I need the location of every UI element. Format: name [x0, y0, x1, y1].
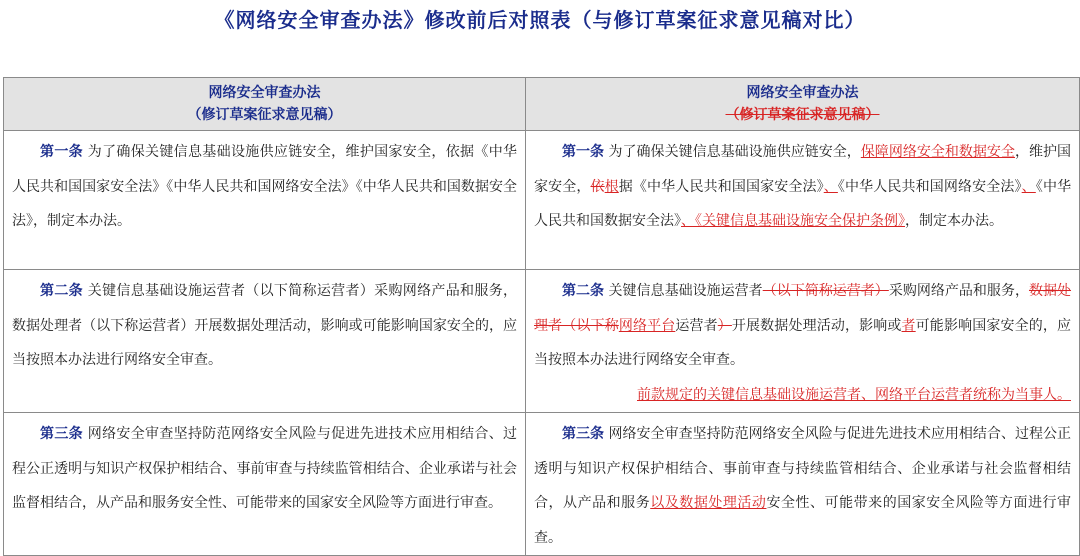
article-number: 第一条 [562, 144, 605, 160]
inserted-text: 者 [901, 317, 916, 334]
deleted-text: ） [717, 317, 732, 334]
article-text: 采购网络产品和服务， [888, 283, 1029, 299]
article-text: 为了确保关键信息基础设施供应链安全， [608, 144, 861, 160]
article-text: 网络安全审查坚持防范网络安全风险与促进先进技术应用相结合、过程公正透明与知识产权保护相结合、事前审查与持续监管相结合、企业承诺与社会监督相结合，从产品和服务 [534, 426, 1071, 511]
article-text: ，制定本办法。 [905, 213, 1003, 229]
left-header-subtitle: （修订草案征求意见稿） [187, 107, 342, 123]
inserted-text: 、《关键信息基础设施安全保护条例》 [681, 213, 905, 229]
right-article-2 [526, 270, 1080, 413]
table-row [4, 131, 1080, 270]
inserted-text: 根 [604, 178, 619, 195]
article-number: 第三条 [40, 426, 83, 442]
article-text: 《中华人民共和国数据安全法》 [534, 178, 1072, 229]
right-column-header [526, 78, 1080, 131]
left-article-3 [4, 413, 526, 556]
deleted-text: 依 [590, 178, 605, 195]
article-text: 安全性、可能带来的国家安全风险等方面进行审查。 [534, 495, 1072, 546]
article-number: 第二条 [40, 283, 83, 299]
left-article-1 [4, 131, 526, 270]
right-header-subtitle-deleted: （修订草案征求意见稿） [725, 107, 880, 123]
article-text: 可能影响国家安全的，应当按照本办法进行网络安全审查。 [534, 317, 1072, 368]
right-header-title: 网络安全审查办法 [746, 85, 859, 101]
article-number: 第二条 [562, 283, 605, 299]
left-header-title: 网络安全审查办法 [208, 85, 321, 101]
left-column-header [4, 78, 526, 131]
inserted-text: 、 [1021, 178, 1036, 195]
article-text: 网络安全审查坚持防范网络安全风险与促进先进技术应用相结合、过程公正透明与知识产权保护相结合、事前审查与持续监管相结合、企业承诺与社会监督相结合，从产品和服务安全性、可能带来的国家安全风险等方面进行审查。 [12, 426, 518, 511]
table-header-row [4, 78, 1080, 131]
article-text: 为了确保关键信息基础设施供应链安全，维护国家安全，依据《中华人民共和国国家安全法》《中华人民共和国网络安全法》《中华人民共和国数据安全法》，制定本办法。 [12, 144, 518, 229]
inserted-text: 、 [823, 178, 838, 195]
inserted-text: 保障网络安全和数据安全 [860, 144, 1015, 160]
article-number: 第三条 [562, 426, 605, 442]
comparison-table [3, 77, 1080, 556]
article-text: 关键信息基础设施运营者（以下简称运营者）采购网络产品和服务，数据处理者（以下称运营者）开展数据处理活动，影响或可能影响国家安全的，应当按照本办法进行网络安全审查。 [12, 283, 518, 368]
article-text: 据《中华人民共和国国家安全法》 [618, 178, 824, 195]
page-title: 《网络安全审查办法》修改前后对照表（与修订草案征求意见稿对比） [214, 8, 866, 32]
table-row [4, 413, 1080, 556]
table-row [4, 270, 1080, 413]
article-text: 《中华人民共和国网络安全法》 [837, 178, 1022, 195]
inserted-text: 以及数据处理活动 [650, 495, 767, 511]
right-article-3 [526, 413, 1080, 556]
deleted-text: （以下简称运营者） [762, 283, 889, 299]
left-article-2 [4, 270, 526, 413]
inserted-paragraph: 前款规定的关键信息基础设施运营者、网络平台运营者统称为当事人。 [637, 386, 1071, 403]
article-number: 第一条 [40, 144, 83, 160]
article-text: 运营者 [675, 317, 718, 334]
inserted-text: 网络平台 [618, 317, 676, 334]
article-text: 关键信息基础设施运营者 [608, 283, 763, 299]
right-article-1 [526, 131, 1080, 270]
article-text: 开展数据处理活动，影响或 [731, 317, 902, 334]
deleted-text: 数据处理者（以下称 [534, 283, 1072, 334]
article-text: ，维护国家安全， [534, 144, 1072, 195]
